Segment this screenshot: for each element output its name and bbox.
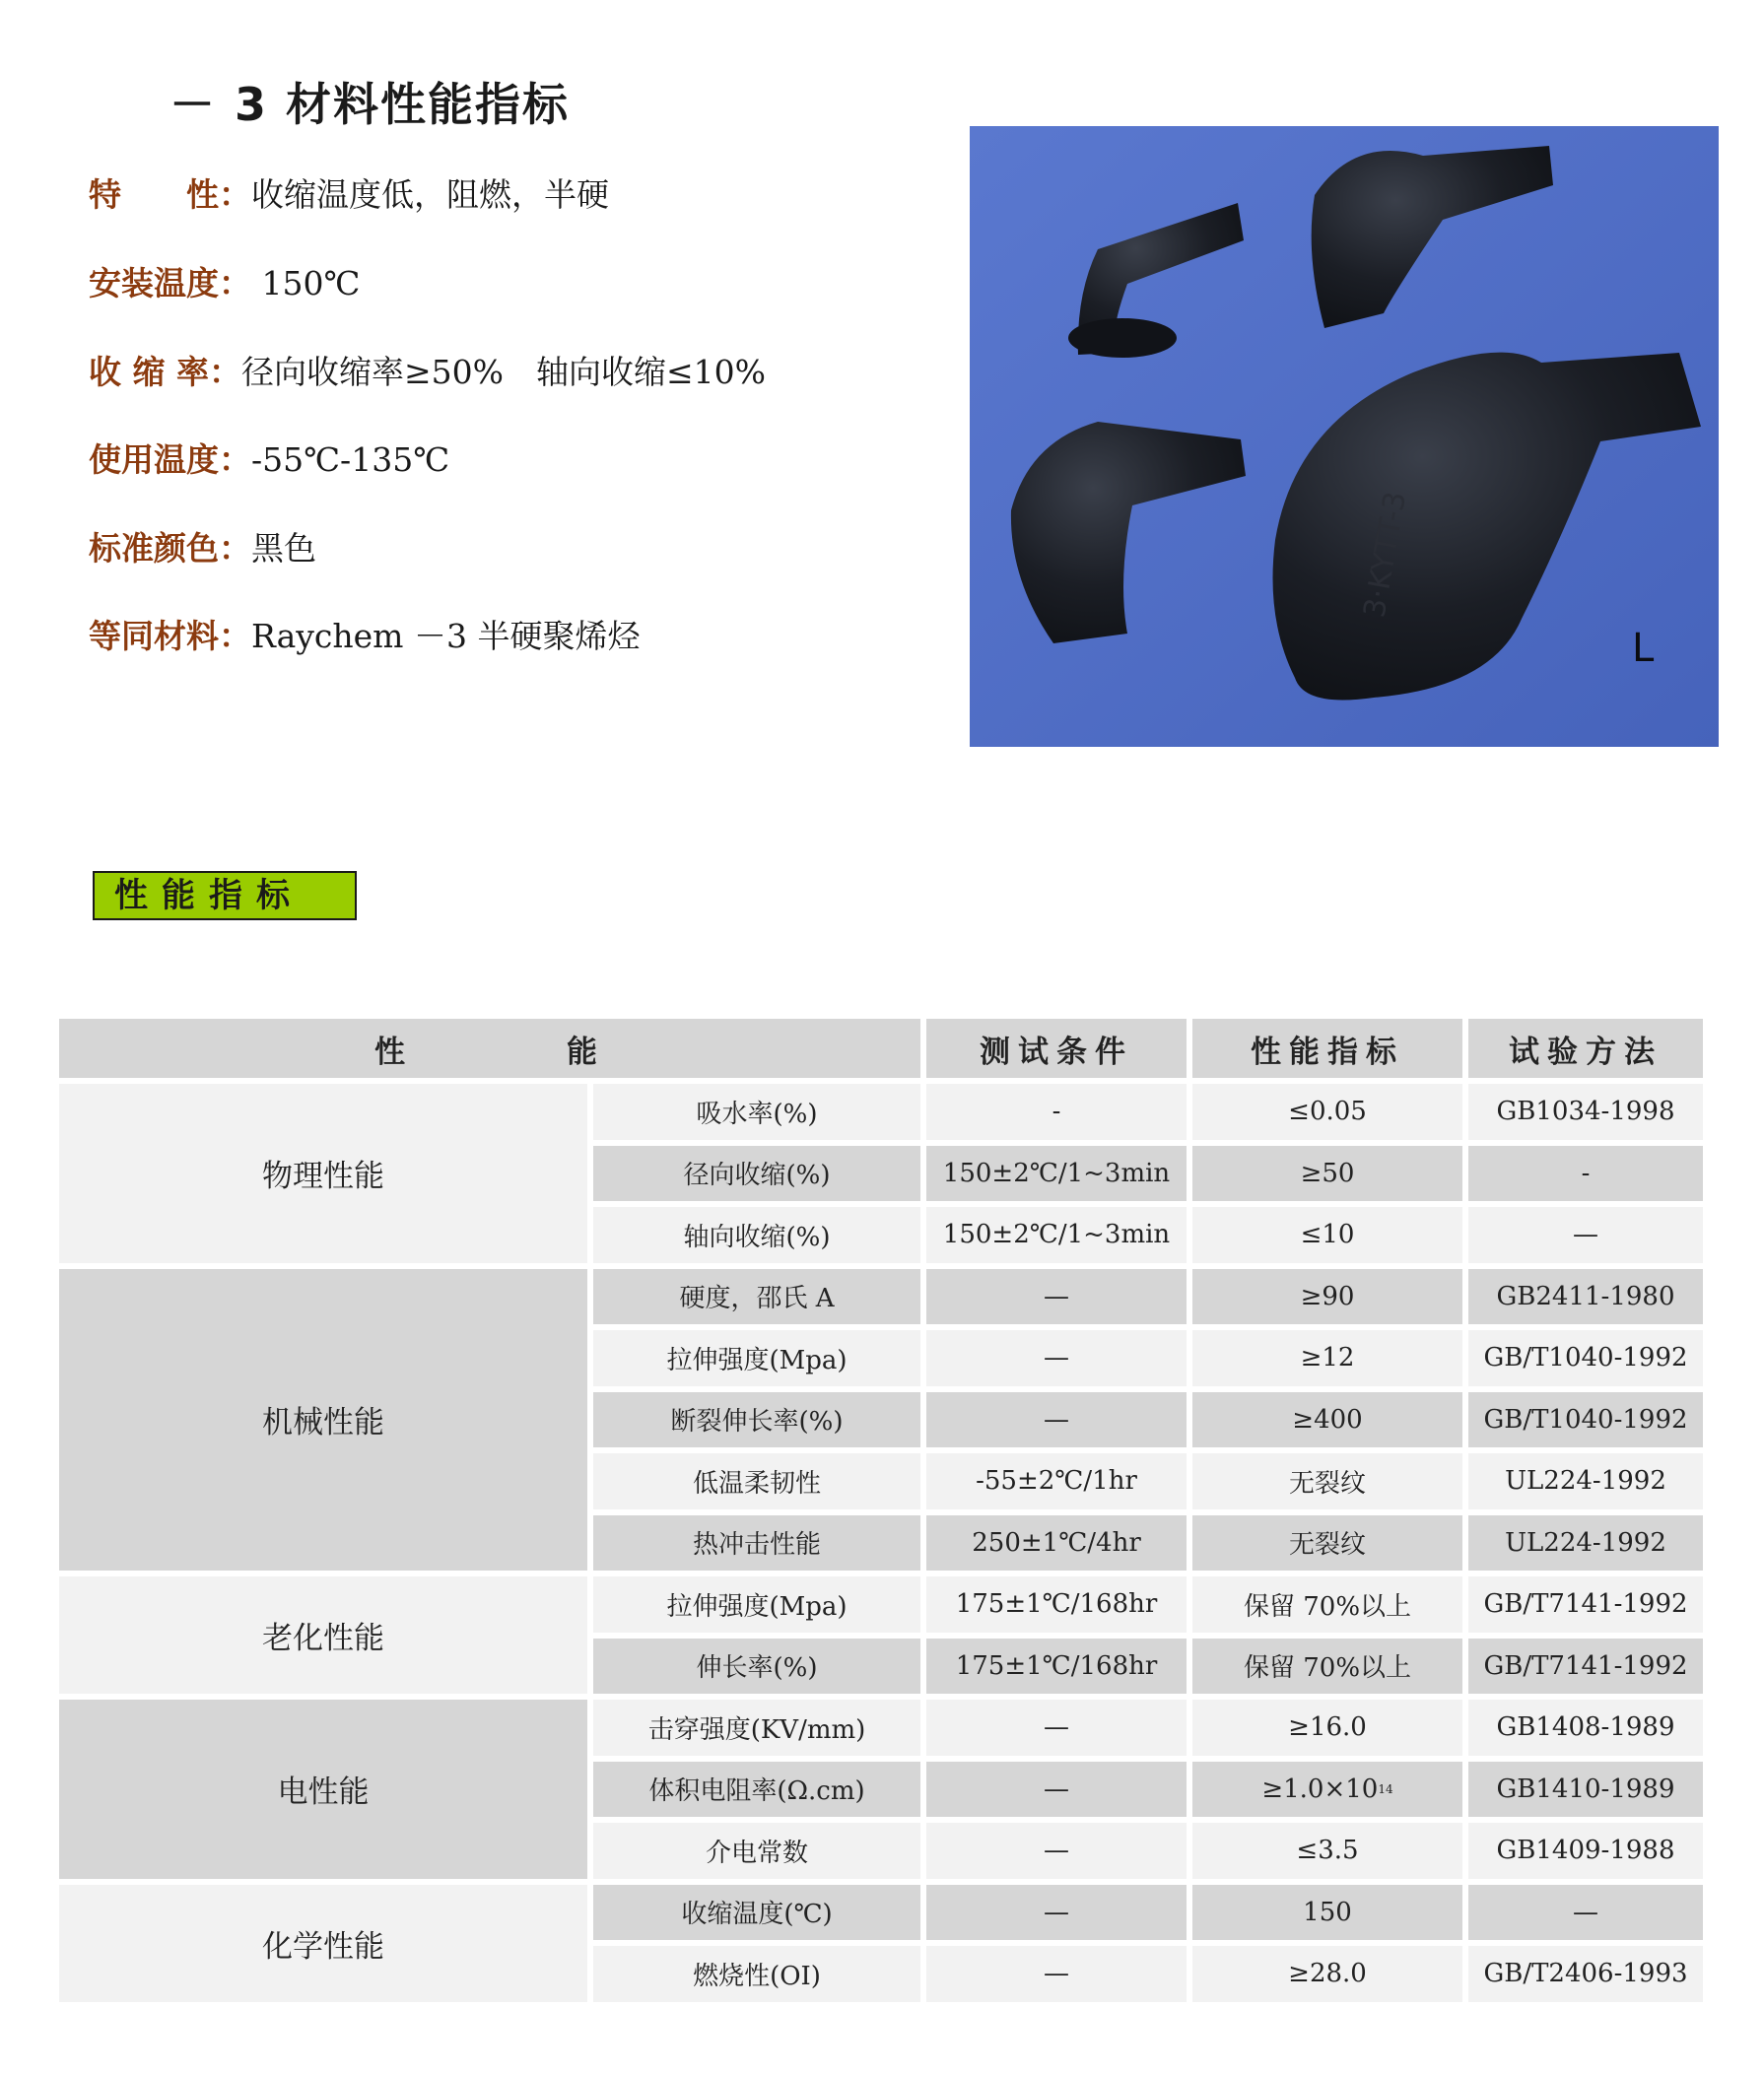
cell-value-text: ≥90 [1300, 1281, 1355, 1311]
spec-value: 收缩温度低，阻燃，半硬 [251, 175, 609, 214]
cell-property: 拉伸强度(Mpa) [593, 1330, 920, 1386]
cell-method: - [1468, 1146, 1703, 1202]
cell-value [1192, 1946, 1462, 2002]
spec-label: 特 性： [89, 175, 251, 214]
cell-value [1192, 1639, 1462, 1695]
cell-method: — [1468, 1207, 1703, 1263]
header-property: 性 能 [59, 1019, 920, 1078]
cell-property: 伸长率(%) [593, 1639, 920, 1695]
spec-equivalent [89, 611, 640, 657]
cell-property: 介电常数 [593, 1823, 920, 1879]
cell-value-text: 保留 70%以上 [1243, 1653, 1412, 1684]
cell-value-text: ≤10 [1300, 1220, 1355, 1250]
cell-value [1192, 1084, 1462, 1140]
spec-feature [89, 169, 609, 216]
product-photo [970, 126, 1719, 747]
cell-value-text: ≥28.0 [1288, 1959, 1367, 1989]
header-value: 性能指标 [1192, 1019, 1462, 1078]
cell-value [1192, 1146, 1462, 1202]
spec-shrink-ratio [89, 347, 766, 393]
spec-value: Raychem －3 半硬聚烯烃 [251, 617, 641, 655]
spec-install-temp [89, 258, 360, 304]
cell-method: GB/T7141-1992 [1468, 1639, 1703, 1695]
cell-value-text: 150 [1303, 1897, 1352, 1927]
spec-value: 径向收缩率≥50% 轴向收缩≤10% [240, 353, 766, 391]
cell-value [1192, 1330, 1462, 1386]
cell-condition: — [926, 1823, 1187, 1879]
cell-method: GB1408-1989 [1468, 1700, 1703, 1756]
spec-operating-temp [89, 435, 449, 481]
cell-condition: 175±1℃/168hr [926, 1576, 1187, 1633]
photo-letter: L [1632, 626, 1655, 671]
cell-condition: — [926, 1392, 1187, 1448]
cell-value [1192, 1207, 1462, 1263]
cell-value-text: ≥50 [1300, 1158, 1355, 1188]
cell-value-text: ≥16.0 [1288, 1712, 1367, 1743]
cell-method: GB/T7141-1992 [1468, 1576, 1703, 1633]
cell-condition: — [926, 1885, 1187, 1941]
spec-color [89, 523, 316, 569]
cell-value [1192, 1700, 1462, 1756]
cell-method: UL224-1992 [1468, 1453, 1703, 1509]
cell-value-text: ≤0.05 [1288, 1097, 1367, 1127]
cell-value [1192, 1762, 1462, 1818]
cell-method: — [1468, 1885, 1703, 1941]
cell-method: GB/T2406-1993 [1468, 1946, 1703, 2002]
cell-property: 轴向收缩(%) [593, 1207, 920, 1263]
cell-value-text: 无裂纹 [1288, 1530, 1366, 1561]
spec-value: 150℃ [251, 264, 361, 302]
header-condition: 测试条件 [926, 1019, 1187, 1078]
boot-marking: 3·KYTT-3 [1357, 489, 1414, 621]
cell-value [1192, 1515, 1462, 1572]
cell-condition: — [926, 1762, 1187, 1818]
cell-value-exponent: 14 [1378, 1781, 1393, 1796]
cell-value [1192, 1269, 1462, 1325]
spec-value: -55℃-135℃ [251, 440, 450, 479]
spec-label: 标准颜色： [89, 529, 251, 568]
cell-value [1192, 1576, 1462, 1633]
cell-method: GB/T1040-1992 [1468, 1392, 1703, 1448]
cell-property: 燃烧性(OI) [593, 1946, 920, 2002]
cell-method: GB/T1040-1992 [1468, 1330, 1703, 1386]
cell-value [1192, 1453, 1462, 1509]
cell-method: GB1409-1988 [1468, 1823, 1703, 1879]
cell-condition: - [926, 1084, 1187, 1140]
group-label: 机械性能 [59, 1269, 587, 1572]
cell-property: 径向收缩(%) [593, 1146, 920, 1202]
spec-label: 安装温度： [89, 264, 251, 302]
group-label: 化学性能 [59, 1885, 587, 2002]
cell-condition: 150±2℃/1~3min [926, 1146, 1187, 1202]
header-method: 试验方法 [1468, 1019, 1703, 1078]
cell-method: GB2411-1980 [1468, 1269, 1703, 1325]
spec-value: 黑色 [251, 529, 316, 568]
cell-condition: -55±2℃/1hr [926, 1453, 1187, 1509]
performance-table [59, 1019, 1703, 2018]
cell-value-text: ≤3.5 [1296, 1836, 1359, 1866]
cell-property: 低温柔韧性 [593, 1453, 920, 1509]
cell-property: 拉伸强度(Mpa) [593, 1576, 920, 1633]
cell-value [1192, 1392, 1462, 1448]
cell-value [1192, 1823, 1462, 1879]
spec-label: 收 缩 率： [89, 353, 241, 391]
cell-value-text: ≥400 [1292, 1404, 1363, 1435]
cell-method: GB1410-1989 [1468, 1762, 1703, 1818]
cell-value-text: 保留 70%以上 [1243, 1591, 1412, 1622]
cell-property: 收缩温度(℃) [593, 1885, 920, 1941]
cell-method: GB1034-1998 [1468, 1084, 1703, 1140]
cell-value [1192, 1885, 1462, 1941]
cell-method: UL224-1992 [1468, 1515, 1703, 1572]
group-label: 物理性能 [59, 1084, 587, 1263]
cell-condition: 175±1℃/168hr [926, 1639, 1187, 1695]
cell-property: 硬度，邵氏 A [593, 1269, 920, 1325]
cell-condition: 150±2℃/1~3min [926, 1207, 1187, 1263]
cell-condition: — [926, 1946, 1187, 2002]
cell-condition: 250±1℃/4hr [926, 1515, 1187, 1572]
group-label: 电性能 [59, 1700, 587, 1879]
cell-condition: — [926, 1330, 1187, 1386]
cell-value-text: 无裂纹 [1288, 1468, 1366, 1499]
cell-property: 热冲击性能 [593, 1515, 920, 1572]
cell-value-text: ≥12 [1300, 1343, 1355, 1373]
spec-label: 等同材料： [89, 617, 251, 655]
cell-condition: — [926, 1269, 1187, 1325]
cell-property: 击穿强度(KV/mm) [593, 1700, 920, 1756]
group-label: 老化性能 [59, 1576, 587, 1694]
section-badge: 性能指标 [93, 871, 357, 920]
cell-property: 体积电阻率(Ω.cm) [593, 1762, 920, 1818]
spec-label: 使用温度： [89, 440, 251, 479]
cell-property: 断裂伸长率(%) [593, 1392, 920, 1448]
cell-condition: — [926, 1700, 1187, 1756]
page-title: － 3 材料性能指标 [170, 78, 571, 131]
cell-property: 吸水率(%) [593, 1084, 920, 1140]
cell-value-text: ≥1.0×10 [1261, 1774, 1379, 1804]
